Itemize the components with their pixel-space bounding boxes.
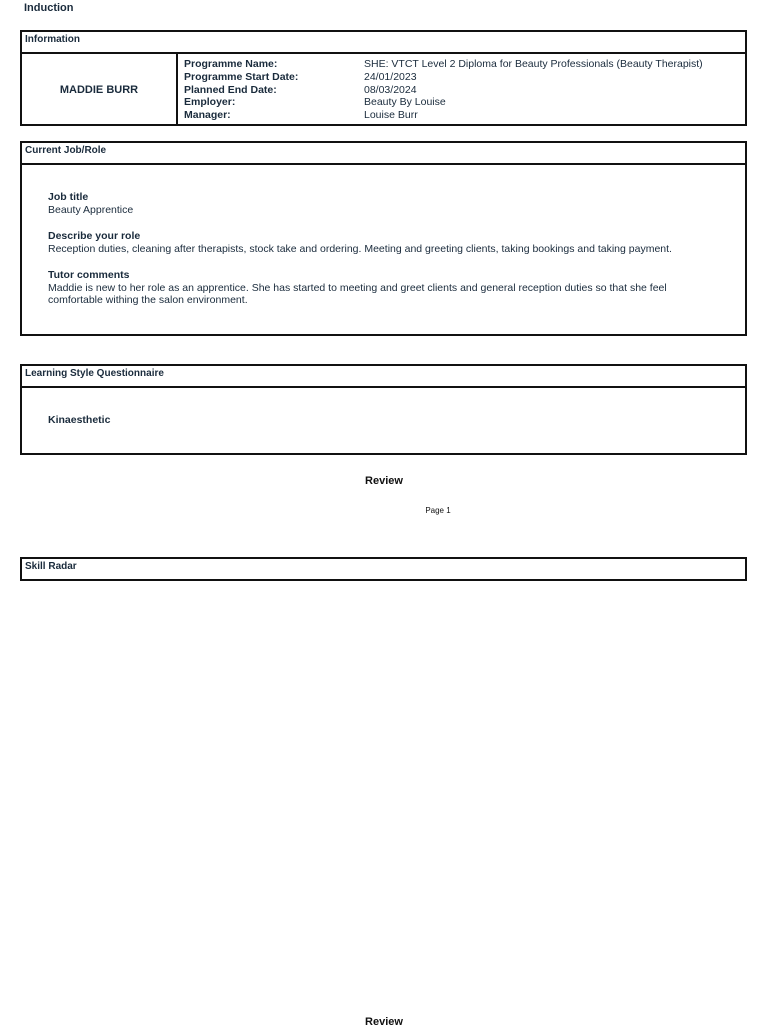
skill-radar-section: [20, 557, 747, 581]
information-section-title: Information: [22, 32, 745, 54]
manager-value: Louise Burr: [364, 109, 418, 122]
page-number: Page 1: [425, 506, 451, 515]
review-heading: Review: [365, 475, 403, 487]
job-title-field: [48, 191, 719, 216]
job-role-section-title: Current Job/Role: [22, 143, 745, 165]
current-job-role-section: [20, 141, 747, 336]
describe-role-field: [48, 230, 719, 255]
programme-details: [178, 54, 745, 126]
start-date-label: Programme Start Date:: [184, 70, 299, 83]
tutor-comments-label: Tutor comments: [48, 269, 130, 281]
describe-role-value: Reception duties, cleaning after therapists, stock take and ordering. Meeting and greeting clients, taking bookings and taking payment.: [48, 242, 672, 255]
describe-role-label: Describe your role: [48, 230, 141, 242]
learning-style-section: [20, 364, 747, 455]
tutor-comments-value: Maddie is new to her role as an apprentice. She has started to meeting and greet clients and general reception duties so that she feel comfortable withing the salon environment.: [48, 281, 667, 306]
review-heading-bottom: Review: [365, 1016, 403, 1028]
manager-label: Manager:: [184, 109, 231, 122]
skill-radar-section-title: Skill Radar: [25, 561, 77, 572]
end-date-label: Planned End Date:: [184, 83, 277, 96]
programme-name-value: SHE: VTCT Level 2 Diploma for Beauty Professionals (Beauty Therapist): [364, 58, 703, 70]
learner-name: MADDIE BURR: [22, 54, 178, 126]
employer-value: Beauty By Louise: [364, 96, 446, 109]
programme-name-label: Programme Name:: [184, 58, 278, 70]
start-date-value: 24/01/2023: [364, 70, 417, 83]
page-heading: Induction: [24, 2, 74, 14]
information-section: [20, 30, 747, 126]
end-date-value: 08/03/2024: [364, 83, 417, 96]
job-title-value: Beauty Apprentice: [48, 203, 134, 216]
learning-style-value: Kinaesthetic: [48, 414, 111, 426]
tutor-comments-field: [48, 269, 719, 307]
learning-style-section-title: Learning Style Questionnaire: [22, 366, 745, 388]
job-title-label: Job title: [48, 191, 89, 203]
employer-label: Employer:: [184, 96, 236, 109]
